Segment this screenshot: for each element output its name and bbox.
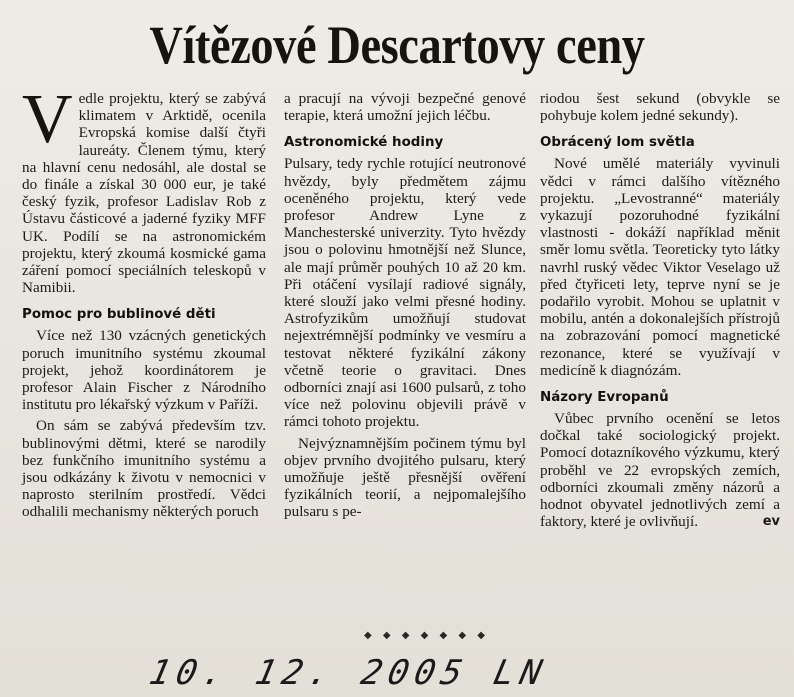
lead-text: edle projektu, který se zabývá klimatem v Arktidě, ocenila Evropská komise další čtyři laureáty. Členem týmu, který na hlavní cenu nedosáhl, ale dostal se do finále a získal 30 000 eur, je také český fyzik, profesor Ladislav Rob z Ústavu částicové a jaderné fyziky MFF UK. Podílí se na astronomickém projektu, který zkoumá kosmické gama záření pomocí speciálních teleskopů v Namibii. — [22, 90, 266, 297]
drop-cap: V — [22, 81, 73, 158]
subheading-reverse-refraction: Obrácený lom světla — [540, 135, 695, 151]
lead-paragraph — [22, 81, 266, 297]
paragraph: Nové umělé materiály vyvinuli vědci v rámci dalšího vítězného projektu. „Levostranné“ materiály vykazují pozoruhodné fyzikální vlastnosti - dokáží například měnit směr lomu světla. Teoreticky tyto látky navrhl ruský vědec Viktor Veselago už před čtyřiceti lety, teprve nyní se je podařilo vyrobit. Mohou se uplatnit v mobilu, antén a dokonalejších přístrojů na zobrazování pomocí magnetické rezonance, které se využívají v medicíně k diagnózám. — [540, 155, 780, 379]
subheading-european-opinions: Názory Evropanů — [540, 390, 669, 406]
paragraph: Nejvýznamnějším počinem týmu byl objev prvního dvojitého pulsaru, který umožňuje ještě přesnější ověření fyzikálních teorií, a nejpomalejšího pulsaru s pe- — [284, 434, 526, 521]
column-2 — [284, 90, 526, 521]
author-initials: ev — [762, 514, 780, 530]
column-3 — [540, 90, 780, 530]
subheading-astronomical-clocks: Astronomické hodiny — [284, 135, 444, 151]
paragraph: On sám se zabývá především tzv. bublinovými dětmi, které se narodily bez funkčního imunitního systému a jsou odkázány k životu v nemocnici v naprosto sterilním prostředí. Vědci odhalili mechanismy některých poruch — [22, 417, 266, 521]
article-headline: Vítězové Descartovy ceny — [149, 15, 645, 75]
paragraph: riodou šest sekund (obvykle se pohybuje kolem jedné sekundy). — [540, 90, 780, 125]
paragraph: Více než 130 vzácných genetických poruch imunitního systému zkoumal projekt, jehož koordinátorem je profesor Alain Fischer z Národního institutu pro lékařský výzkum v Paříži. — [22, 327, 266, 414]
paragraph — [540, 410, 780, 530]
paragraph: a pracují na vývoji bezpečné genové terapie, která umožní jejich léčbu. — [284, 90, 526, 125]
paragraph-text: Vůbec prvního ocenění se letos dočkal také sociologický projekt. Pomocí dotazníkového výzkumu, který proběhl ve 22 evropských zemích, odborníci zkoumali změny názorů a hodnot obyvatel jednotlivých zemí a faktory, které je ovlivňují. — [540, 410, 780, 531]
section-ornament: ◆ ◆ ◆ ◆ ◆ ◆ ◆ — [364, 630, 489, 641]
subheading-bubble-children: Pomoc pro bublinové děti — [22, 307, 216, 323]
column-1 — [22, 81, 266, 521]
paragraph: Pulsary, tedy rychle rotující neutronové hvězdy, byly předmětem zájmu oceněného projektu, který vede profesor Andrew Lyne z Manchesterské univerzity. Tyto hvězdy jsou o polovinu hmotnější než Slunce, ale mají průměr pouhých 10 až 20 km. Při otáčení vysílají radiové signály, které slouží jako velmi přesné hodiny. Astrofyzikům umožňují studovat nejextrémnější podmínky ve vesmíru a testovat některé fyzikální zákony včetně teorie o gravitaci. Dnes odborníci znají asi 1600 pulsarů, z toho více než polovinu objevili právě v rámci tohoto projektu. — [284, 155, 526, 431]
handwritten-date-note: 10. 12. 2005 LN — [145, 653, 552, 693]
